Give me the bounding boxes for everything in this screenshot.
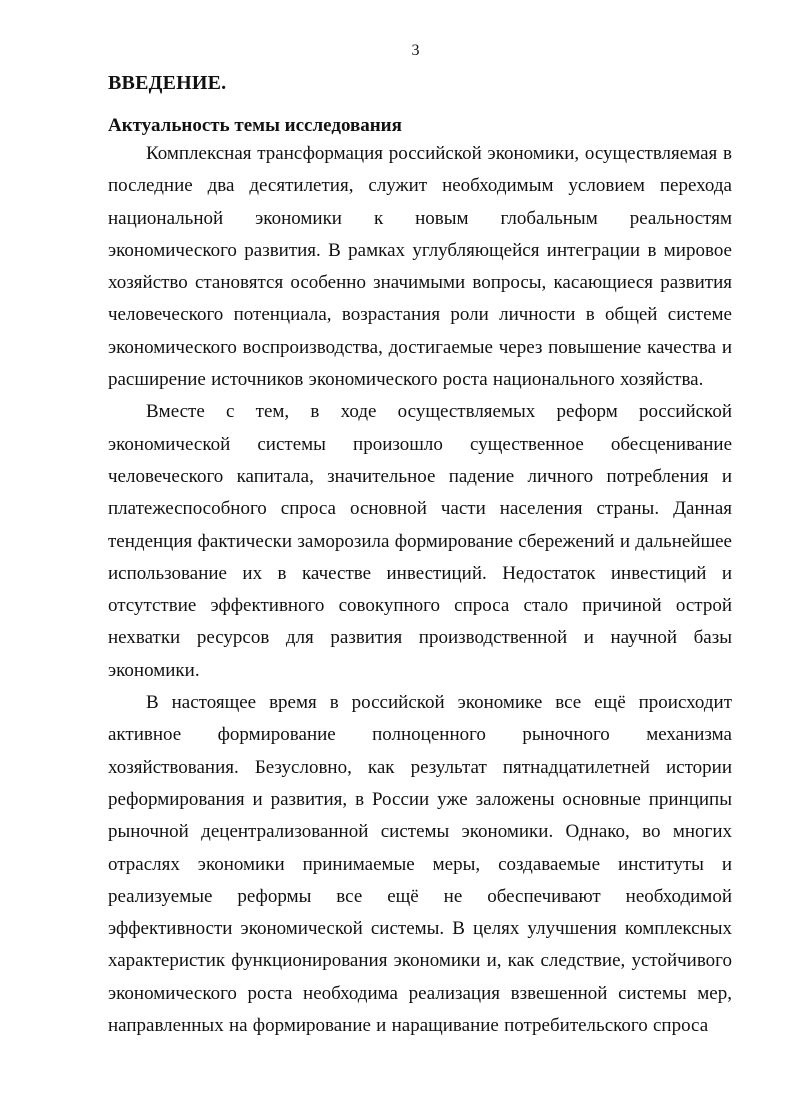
paragraph-1: Комплексная трансформация российской экономики, осуществляемая в последние два десятилетия, служит необходимым условием перехода национальной экономики к новым глобальным реальностям экономического развития. В рамках углубляющейся интеграции в мировое хозяйство становятся особенно значимыми вопросы, касающиеся развития человеческого потенциала, возрастания роли личности в общей системе экономического воспроизводства, достигаемые через повышение качества и расширение источников экономического роста национального хозяйства.	[108, 143, 732, 391]
page-number: 3	[411, 42, 420, 59]
paragraph-2: Вместе с тем, в ходе осуществляемых реформ российской экономической системы произошло существенное обесценивание человеческого капитала, значительное падение личного потребления и платежеспособного спроса основной части населения страны. Данная тенденция фактически заморозила формирование сбережений и дальнейшее использование их в качестве инвестиций. Недостаток инвестиций и отсутствие эффективного совокупного спроса стало причиной острой нехватки ресурсов для развития производственной и научной базы экономики.	[108, 401, 732, 681]
section-title: ВВЕДЕНИЕ.	[108, 72, 227, 94]
body-text	[108, 138, 732, 1042]
section-subtitle: Актуальность темы исследования	[108, 115, 402, 136]
paragraph-3: В настоящее время в российской экономике все ещё происходит активное формирование полноценного рыночного механизма хозяйствования. Безусловно, как результат пятнадцатилетней истории реформирования и развития, в России уже заложены основные принципы рыночной децентрализованной системы экономики. Однако, во многих отраслях экономики принимаемые меры, создаваемые институты и реализуемые реформы все ещё не обеспечивают необходимой эффективности экономической системы. В целях улучшения комплексных характеристик функционирования экономики и, как следствие, устойчивого экономического роста необходима реализация взвешенной системы мер, направленных на формирование и наращивание потребительского спроса	[108, 692, 732, 1037]
